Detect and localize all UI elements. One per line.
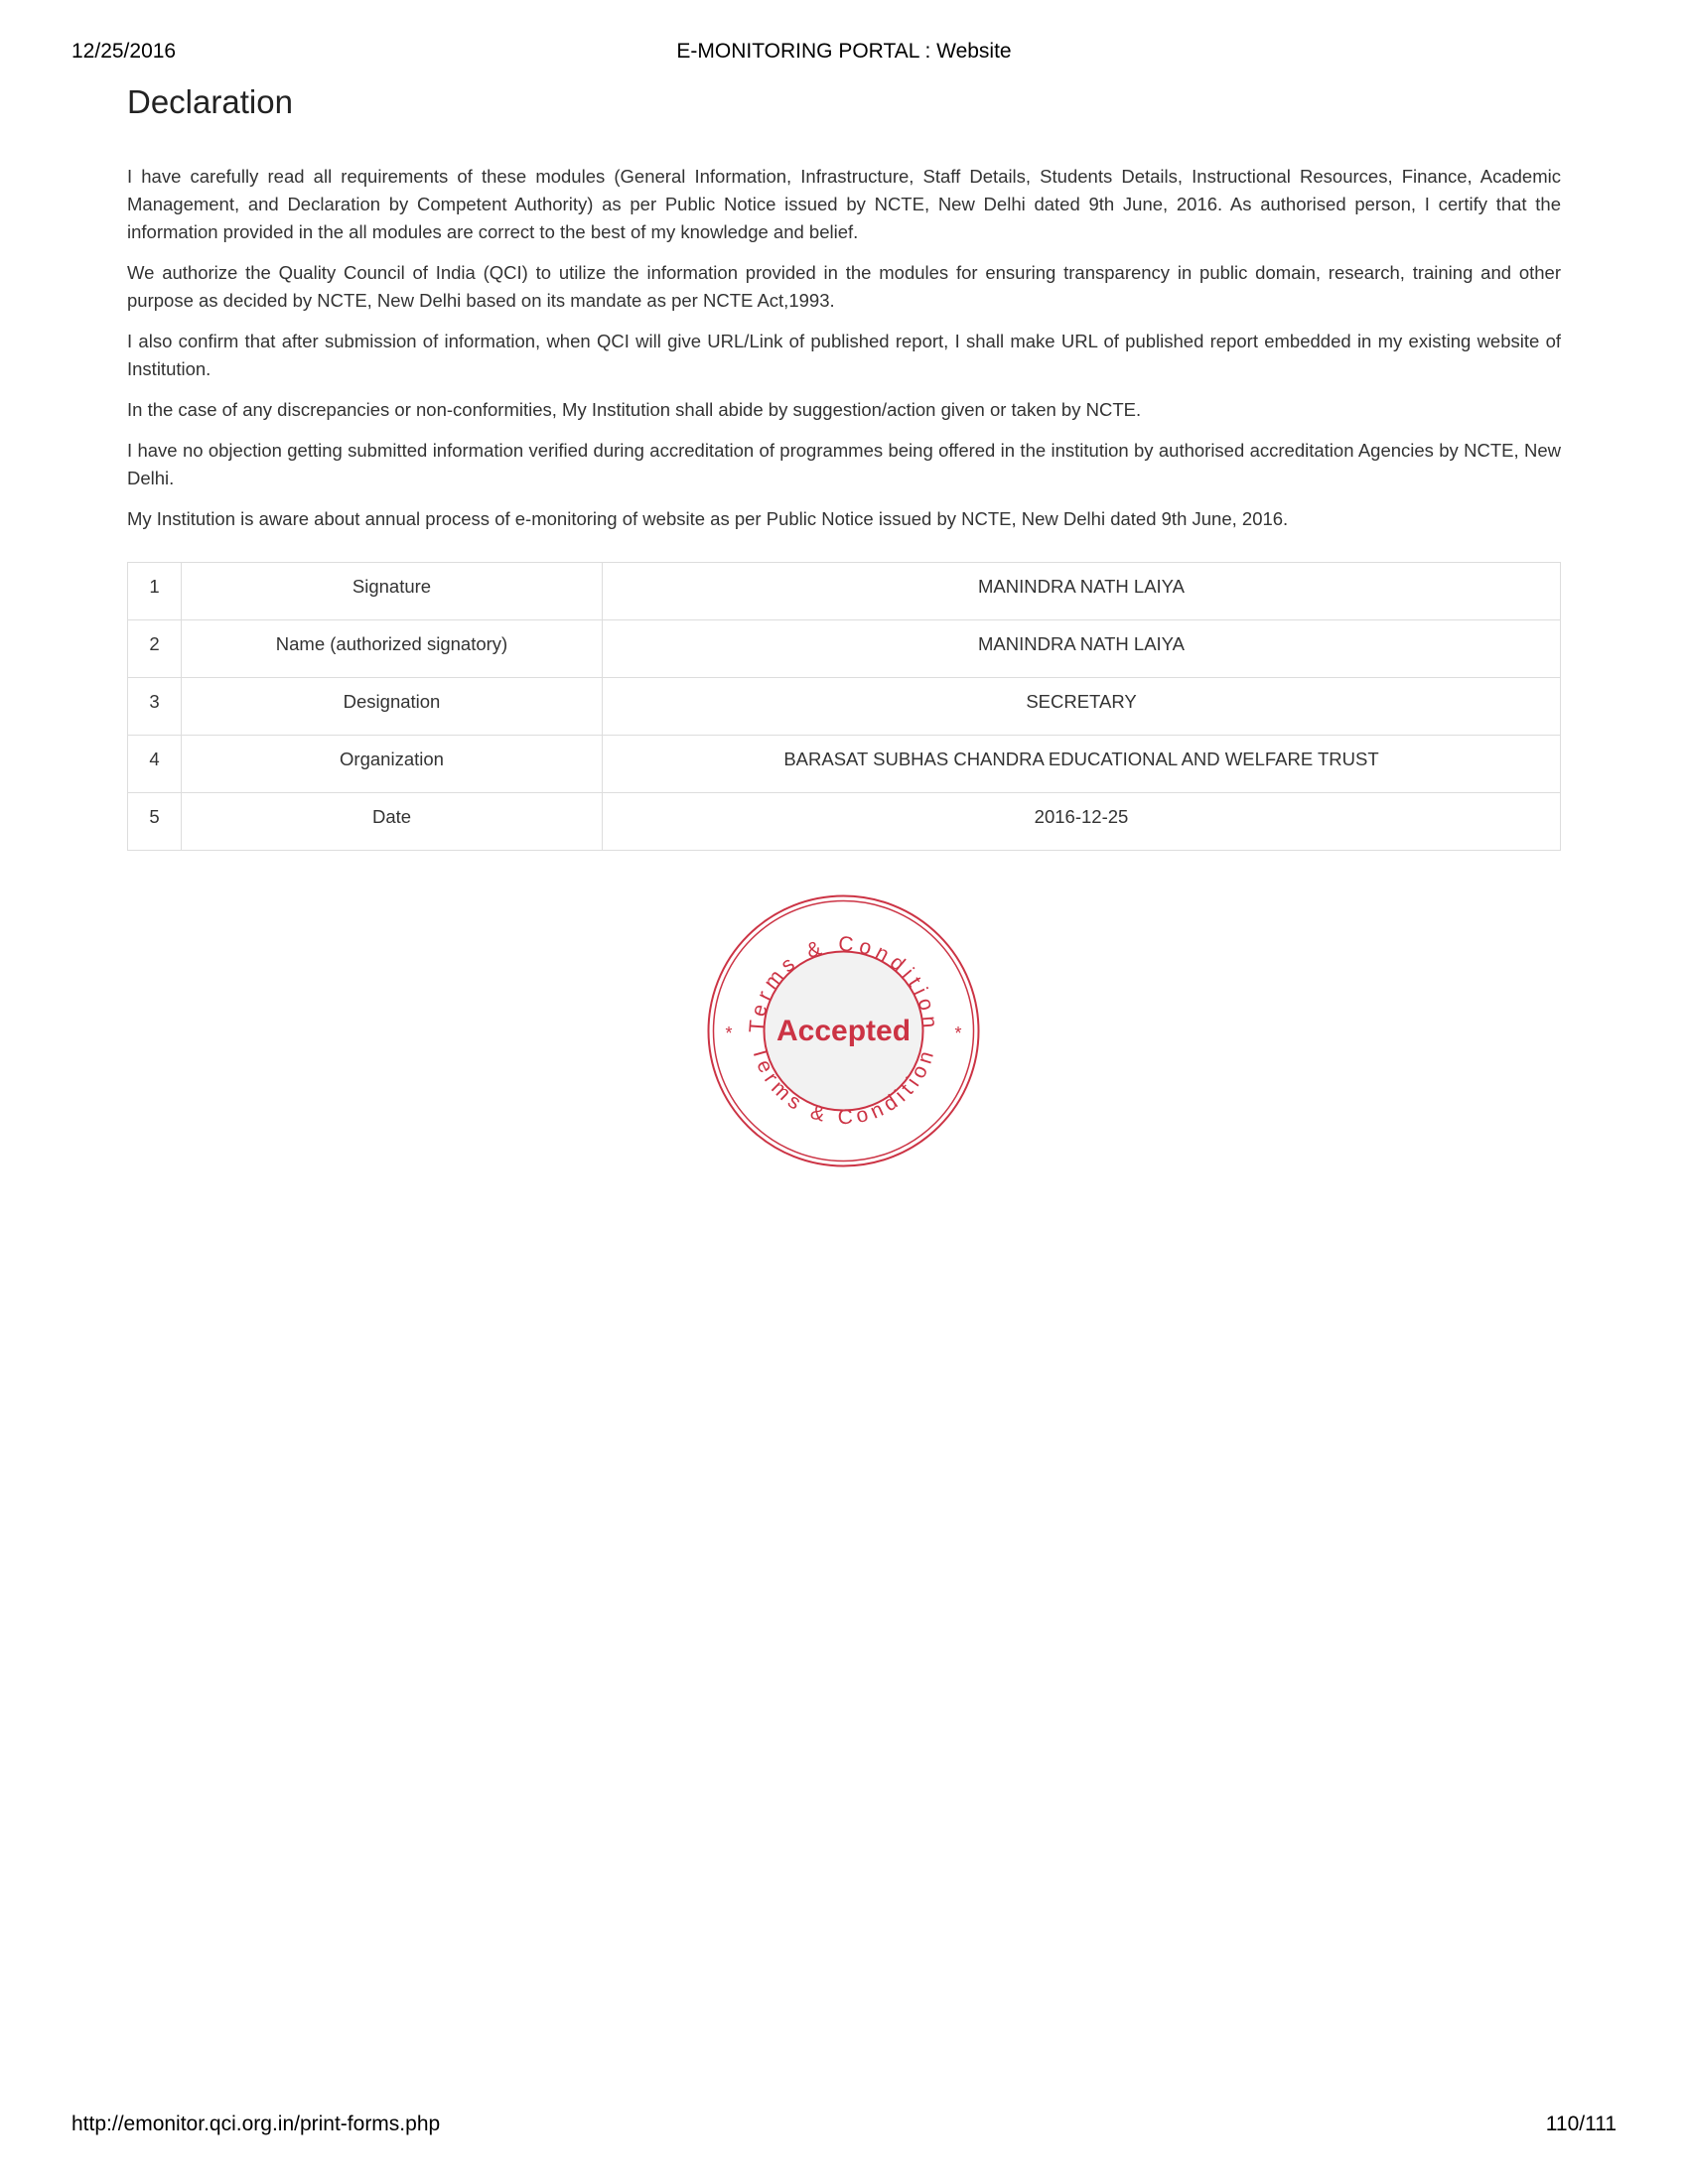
row-number: 5 (128, 793, 182, 851)
row-number: 2 (128, 620, 182, 678)
row-number: 3 (128, 678, 182, 736)
row-label: Designation (182, 678, 603, 736)
declaration-paragraph: I have no objection getting submitted information verified during accreditation of programmes being offered in the institution by authorised accreditation Agencies by NCTE, New Delhi. (127, 440, 1561, 488)
page-title: Declaration (127, 83, 293, 120)
stamp-star-left: * (725, 1024, 733, 1043)
stamp-top-arc-path: Terms & Condition (745, 932, 942, 1034)
accepted-stamp (706, 893, 981, 1168)
row-label: Date (182, 793, 603, 851)
declaration-paragraph: My Institution is aware about annual process of e-monitoring of website as per Public Notice issued by NCTE, New Delhi dated 9th June, 2016. (127, 508, 1289, 529)
declaration-paragraph: I also confirm that after submission of information, when QCI will give URL/Link of published report, I shall make URL of published report embedded in my existing website of Institution. (127, 331, 1561, 379)
row-value: 2016-12-25 (603, 793, 1561, 851)
row-label: Signature (182, 563, 603, 620)
print-page-title: E-MONITORING PORTAL : Website (676, 40, 1012, 63)
stamp-center-text: Accepted (775, 1015, 912, 1047)
row-value: BARASAT SUBHAS CHANDRA EDUCATIONAL AND WELFARE TRUST (603, 736, 1561, 793)
table-row (128, 563, 1561, 620)
stamp-bottom-arc-path: Terms & Condition (747, 1043, 940, 1130)
table-row (128, 736, 1561, 793)
stamp-star-right: * (954, 1024, 962, 1043)
table-row (128, 793, 1561, 851)
row-number: 4 (128, 736, 182, 793)
print-page-number: 110/111 (1545, 2113, 1617, 2135)
declaration-paragraph: I have carefully read all requirements of these modules (General Information, Infrastructure, Staff Details, Students Details, Instructional Resources, Finance, Academic Management, and Declaration by Competent Authority) as per Public Notice issued by NCTE, New Delhi dated 9th June, 2016. As authorised person, I certify that the information provided in the all modules are correct to the best of my knowledge and belief. (127, 166, 1561, 242)
row-value: MANINDRA NATH LAIYA (603, 563, 1561, 620)
row-label: Name (authorized signatory) (182, 620, 603, 678)
declaration-paragraph: We authorize the Quality Council of India (QCI) to utilize the information provided in the modules for ensuring transparency in public domain, research, training and other purpose as decided by NCTE, New Delhi based on its mandate as per NCTE Act,1993. (127, 262, 1561, 311)
row-label: Organization (182, 736, 603, 793)
row-number: 1 (128, 563, 182, 620)
table-row (128, 620, 1561, 678)
declaration-text (127, 163, 1561, 546)
signatory-table (127, 562, 1561, 851)
print-url: http://emonitor.qci.org.in/print-forms.php (71, 2113, 441, 2135)
declaration-paragraph: In the case of any discrepancies or non-conformities, My Institution shall abide by suggestion/action given or taken by NCTE. (127, 399, 1142, 420)
row-value: MANINDRA NATH LAIYA (603, 620, 1561, 678)
table-row (128, 678, 1561, 736)
print-date: 12/25/2016 (71, 40, 177, 63)
row-value: SECRETARY (603, 678, 1561, 736)
